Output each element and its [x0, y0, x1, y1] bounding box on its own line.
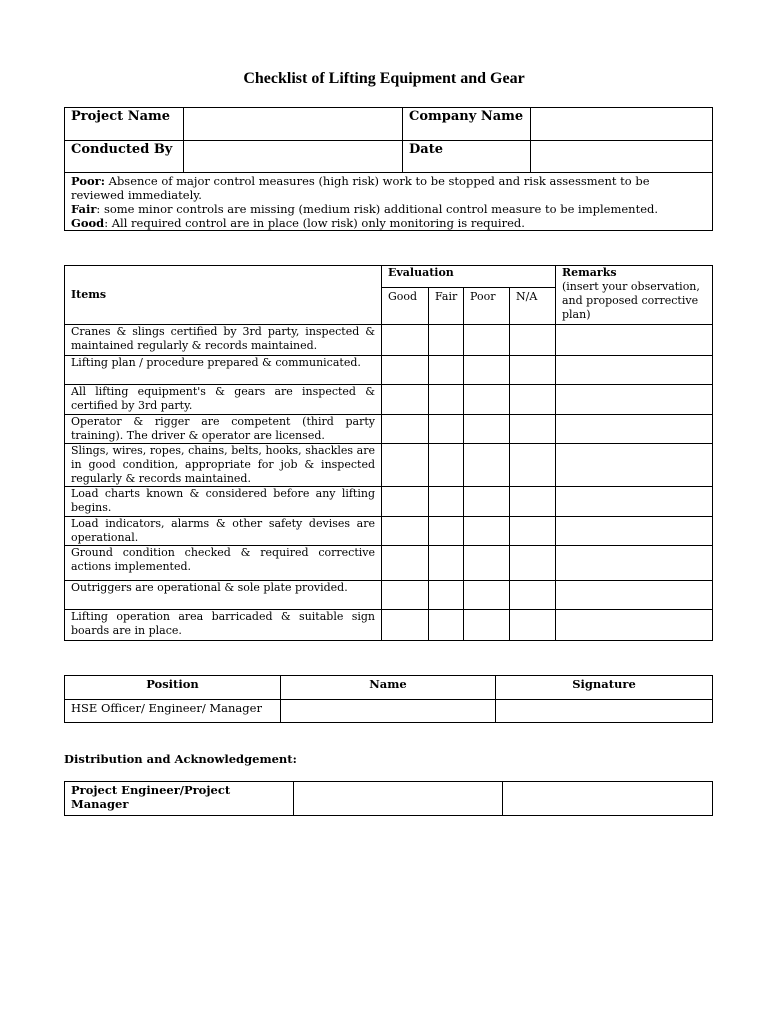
checklist-item-text: Ground condition checked & required corrective actions implemented.: [65, 546, 382, 581]
evaluation-poor-cell[interactable]: [464, 415, 510, 444]
checklist-item-text: All lifting equipment's & gears are inspected & certified by 3rd party.: [65, 385, 382, 415]
evaluation-poor-cell[interactable]: [464, 356, 510, 385]
evaluation-fair-cell[interactable]: [429, 581, 464, 610]
evaluation-na-cell[interactable]: [510, 517, 556, 546]
checklist-item-text: Operator & rigger are competent (third party training). The driver & operator are licensed.: [65, 415, 382, 444]
evaluation-na-cell[interactable]: [510, 385, 556, 415]
position-header: Position: [65, 676, 281, 700]
evaluation-na-cell[interactable]: [510, 325, 556, 356]
evaluation-good-cell[interactable]: [382, 356, 429, 385]
distribution-role-label: Project Engineer/Project Manager: [65, 782, 294, 816]
legend-good-text: : All required control are in place (low risk) only monitoring is required.: [104, 216, 525, 230]
table-row: [65, 517, 713, 546]
checklist-item-text: Slings, wires, ropes, chains, belts, hooks, shackles are in good condition, appropriate for job & inspected regularly & records maintained.: [65, 444, 382, 487]
remarks-cell[interactable]: [556, 487, 713, 517]
evaluation-poor-cell[interactable]: [464, 325, 510, 356]
checklist-item-text: Outriggers are operational & sole plate provided.: [65, 581, 382, 610]
table-row: [65, 546, 713, 581]
evaluation-fair-cell[interactable]: [429, 356, 464, 385]
evaluation-poor-cell[interactable]: [464, 517, 510, 546]
checklist-item-text: Load indicators, alarms & other safety devises are operational.: [65, 517, 382, 546]
evaluation-na-cell[interactable]: [510, 415, 556, 444]
remarks-cell[interactable]: [556, 610, 713, 641]
items-header: Items: [65, 266, 382, 325]
evaluation-good-cell[interactable]: [382, 444, 429, 487]
table-row: [65, 356, 713, 385]
page-title: Checklist of Lifting Equipment and Gear: [243, 70, 525, 87]
distribution-signature-field[interactable]: [503, 782, 713, 816]
signature-header: Signature: [496, 676, 713, 700]
remarks-cell[interactable]: [556, 385, 713, 415]
position-cell: HSE Officer/ Engineer/ Manager: [65, 700, 281, 723]
evaluation-fair-cell[interactable]: [429, 385, 464, 415]
col-na: N/A: [510, 288, 556, 325]
evaluation-good-cell[interactable]: [382, 517, 429, 546]
checklist-item-text: Lifting operation area barricaded & suitable sign boards are in place.: [65, 610, 382, 641]
evaluation-good-cell[interactable]: [382, 581, 429, 610]
table-row: [65, 487, 713, 517]
evaluation-poor-cell[interactable]: [464, 444, 510, 487]
date-field[interactable]: [531, 141, 713, 173]
remarks-header-note: (insert your observation, and proposed corrective plan): [562, 280, 700, 321]
table-row: [65, 385, 713, 415]
conducted-by-label: Conducted By: [65, 141, 184, 173]
table-row: [65, 325, 713, 356]
evaluation-fair-cell[interactable]: [429, 444, 464, 487]
remarks-cell[interactable]: [556, 546, 713, 581]
evaluation-good-cell[interactable]: [382, 487, 429, 517]
table-row: [65, 415, 713, 444]
evaluation-na-cell[interactable]: [510, 444, 556, 487]
evaluation-poor-cell[interactable]: [464, 610, 510, 641]
checklist-item-text: Load charts known & considered before any lifting begins.: [65, 487, 382, 517]
checklist-table: [64, 265, 713, 641]
legend-poor-label: Poor:: [71, 174, 105, 188]
legend-fair-text: : some minor controls are missing (medium risk) additional control measure to be implemented.: [96, 202, 659, 216]
evaluation-fair-cell[interactable]: [429, 546, 464, 581]
col-fair: Fair: [429, 288, 464, 325]
project-info-table: [64, 107, 713, 231]
legend-fair-label: Fair: [71, 202, 97, 216]
evaluation-poor-cell[interactable]: [464, 581, 510, 610]
company-name-field[interactable]: [531, 108, 713, 141]
legend-good: [71, 216, 706, 230]
checklist-item-text: Lifting plan / procedure prepared & communicated.: [65, 356, 382, 385]
evaluation-poor-cell[interactable]: [464, 487, 510, 517]
distribution-name-field[interactable]: [294, 782, 503, 816]
evaluation-na-cell[interactable]: [510, 546, 556, 581]
remarks-header: [556, 266, 713, 325]
company-name-label: Company Name: [403, 108, 531, 141]
evaluation-good-cell[interactable]: [382, 415, 429, 444]
legend-poor-text: Absence of major control measures (high risk) work to be stopped and risk assessment to be reviewed immediately.: [71, 174, 650, 202]
evaluation-good-cell[interactable]: [382, 610, 429, 641]
evaluation-fair-cell[interactable]: [429, 517, 464, 546]
signoff-table: [64, 675, 713, 723]
evaluation-fair-cell[interactable]: [429, 415, 464, 444]
evaluation-na-cell[interactable]: [510, 356, 556, 385]
col-good: Good: [382, 288, 429, 325]
evaluation-poor-cell[interactable]: [464, 385, 510, 415]
distribution-table: [64, 781, 713, 816]
remarks-cell[interactable]: [556, 581, 713, 610]
legend-good-label: Good: [71, 216, 105, 230]
name-header: Name: [281, 676, 496, 700]
legend-poor: [71, 174, 706, 202]
table-row: [65, 610, 713, 641]
evaluation-na-cell[interactable]: [510, 487, 556, 517]
remarks-cell[interactable]: [556, 415, 713, 444]
remarks-cell[interactable]: [556, 517, 713, 546]
legend-fair: [71, 202, 706, 216]
evaluation-fair-cell[interactable]: [429, 487, 464, 517]
evaluation-poor-cell[interactable]: [464, 546, 510, 581]
remarks-header-title: Remarks: [562, 266, 617, 279]
col-poor: Poor: [464, 288, 510, 325]
evaluation-na-cell[interactable]: [510, 581, 556, 610]
project-name-label: Project Name: [65, 108, 184, 141]
table-row: [65, 581, 713, 610]
evaluation-good-cell[interactable]: [382, 325, 429, 356]
table-row: [65, 444, 713, 487]
remarks-cell[interactable]: [556, 356, 713, 385]
conducted-by-field[interactable]: [184, 141, 403, 173]
remarks-cell[interactable]: [556, 444, 713, 487]
signature-field[interactable]: [496, 700, 713, 723]
remarks-cell[interactable]: [556, 325, 713, 356]
distribution-heading: Distribution and Acknowledgement:: [64, 752, 297, 766]
evaluation-fair-cell[interactable]: [429, 325, 464, 356]
evaluation-fair-cell[interactable]: [429, 610, 464, 641]
date-label: Date: [403, 141, 531, 173]
name-field[interactable]: [281, 700, 496, 723]
rating-legend: [65, 173, 713, 231]
checklist-item-text: Cranes & slings certified by 3rd party, inspected & maintained regularly & records maintained.: [65, 325, 382, 356]
evaluation-na-cell[interactable]: [510, 610, 556, 641]
project-name-field[interactable]: [184, 108, 403, 141]
evaluation-good-cell[interactable]: [382, 546, 429, 581]
evaluation-header: Evaluation: [382, 266, 556, 288]
evaluation-good-cell[interactable]: [382, 385, 429, 415]
